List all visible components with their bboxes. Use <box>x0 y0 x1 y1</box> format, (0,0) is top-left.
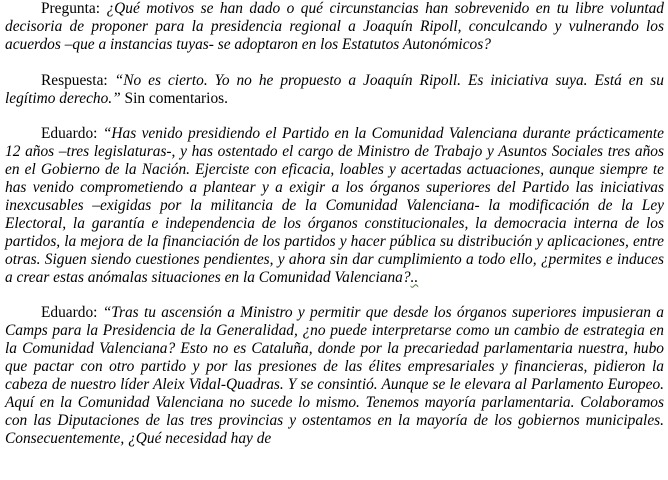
answer-paragraph <box>5 72 664 108</box>
eduardo-paragraph-2 <box>5 304 664 447</box>
paragraph-spacer <box>5 54 664 72</box>
answer-text: “No es cierto. Yo no he propuesto a Joaquín Ripoll. Es iniciativa suya. Está en su legítimo derecho.” <box>5 71 664 107</box>
eduardo-paragraph-1 <box>5 125 664 286</box>
spelling-squiggle: .. <box>410 268 419 286</box>
answer-tail: Sin comentarios. <box>120 89 228 107</box>
question-text: ¿Qué motivos se han dado o qué circunstancias han sobrevenido en tu libre voluntad decisoria de proponer para la presidencia regional a Joaquín Ripoll, conculcando y vulnerando los acuerdos –que a instancias tuyas- se adoptaron en los Estatutos Autonómicos? <box>5 0 664 53</box>
eduardo-label-2: Eduardo: <box>41 304 98 322</box>
answer-label: Respuesta: <box>41 71 108 89</box>
eduardo-label-1: Eduardo: <box>41 125 98 143</box>
document-page <box>5 0 664 448</box>
paragraph-spacer <box>5 107 664 125</box>
question-paragraph <box>5 0 664 54</box>
paragraph-spacer <box>5 286 664 304</box>
eduardo-text-1: “Has venido presidiendo el Partido en la Comunidad Valenciana durante prácticamente 12 años –tres legislaturas-, y has ostentado el cargo de Ministro de Trabajo y Asuntos Sociales tres años en el Gobierno de la Nación. Ejerciste con eficacia, loables y acertadas actuaciones, aunque siempre te has venido comprometiendo a plantear y a exigir a los órganos superiores del Partido las iniciativas inexcusables –exigidas por la militancia de la Comunidad Valenciana- la modificación de la Ley Electoral, la garantía e independencia de los órganos constitucionales, la democracia interna de los partidos, la mejora de la financiación de los partidos y hacer pública su distribución y aplicaciones, entre otras. Siguen siendo cuestiones pendientes, y ahora sin dar cumplimiento a todo ello, ¿permites e induces a crear estas anómalas situaciones en la Comunidad Valenciana? <box>5 125 664 286</box>
eduardo-text-2: “Tras tu ascensión a Ministro y permitir que desde los órganos superiores impusieran a Camps para la Presidencia de la Generalidad, ¿no puede interpretarse como un cambio de estrategia en la Comunidad Valenciana? Esto no es Cataluña, donde por la precariedad parlamentaria nuestra, hubo que pactar con otro partido y por las presiones de las élites empresariales y financieras, pidieron la cabeza de nuestro líder Aleix Vidal-Quadras. Y se consintió. Aunque se le elevara al Parlamento Europeo. Aquí en la Comunidad Valenciana no sucede lo mismo. Tenemos mayoría parlamentaria. Colaboramos con las Diputaciones de las tres provincias y ostentamos en la mayoría de los gobiernos municipales. Consecuentemente, ¿Qué necesidad hay de <box>5 304 664 447</box>
question-label: Pregunta: <box>41 0 100 17</box>
